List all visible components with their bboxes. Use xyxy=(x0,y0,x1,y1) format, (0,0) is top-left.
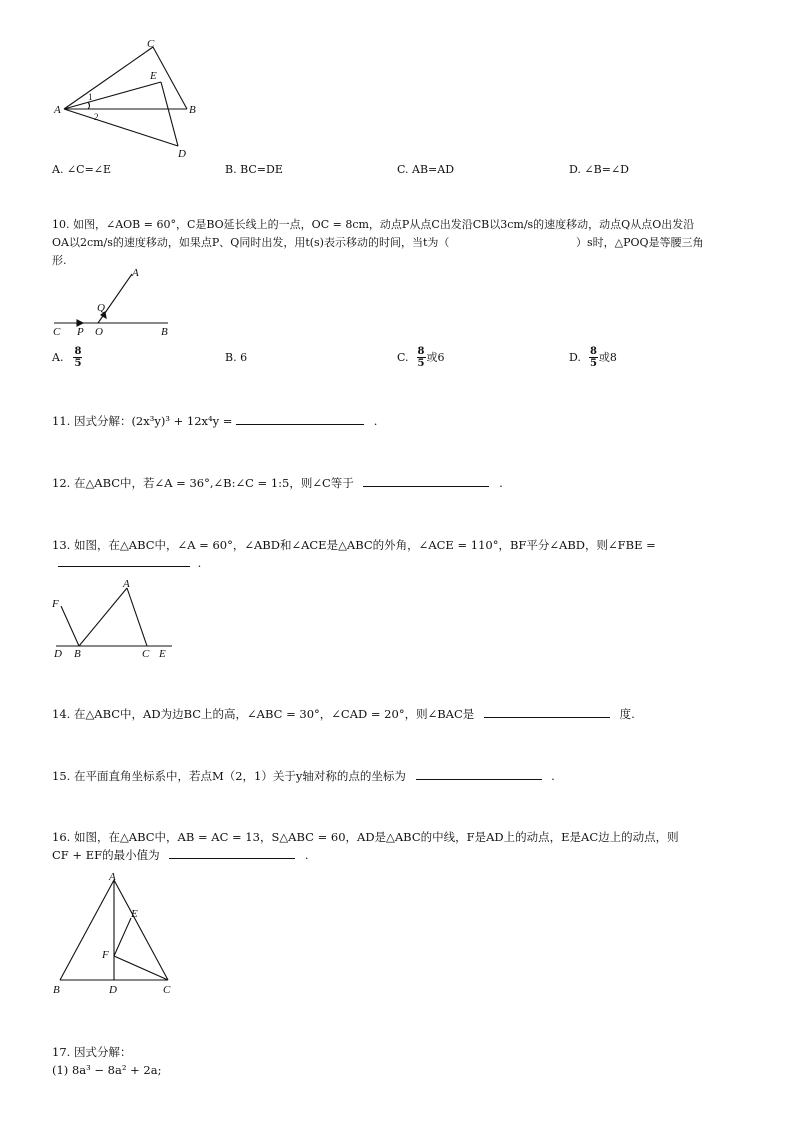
q15-question xyxy=(52,767,555,785)
q10-line2-b: ）s时，△POQ是等腰三角 xyxy=(576,236,704,249)
denominator: 5 xyxy=(417,358,425,369)
numerator: 8 xyxy=(417,346,425,357)
q10-label-q: Q xyxy=(97,302,105,314)
q9-label-d: D xyxy=(178,148,186,160)
q13-label-a: A xyxy=(123,578,130,590)
q13-line2 xyxy=(52,554,201,572)
q10-option-a-prefix: A. xyxy=(52,350,64,364)
q10-option-d-fraction xyxy=(589,346,598,369)
q15-text: 15. 在平面直角坐标系中，若点M（2，1）关于y轴对称的点的坐标为 xyxy=(52,769,406,783)
q16-label-c: C xyxy=(163,984,171,996)
q10-label-o: O xyxy=(95,326,103,338)
q9-label-c: C xyxy=(147,38,155,50)
q9-option-c[interactable]: C. AB=AD xyxy=(397,163,455,176)
q16-label-d: D xyxy=(109,984,117,996)
q13-figure xyxy=(48,576,178,660)
q9-label-e: E xyxy=(150,70,157,82)
q16-suffix: . xyxy=(304,848,309,862)
q10-label-c: C xyxy=(53,326,61,338)
q10-option-b[interactable]: B. 6 xyxy=(225,351,248,364)
q9-label-a: A xyxy=(54,104,61,116)
q17-line2: (1) 8a³ − 8a² + 2a; xyxy=(52,1063,162,1077)
q11-text: 11. 因式分解：(2x³y)³ + 12x⁴y = xyxy=(52,414,233,428)
q10-option-c-fraction xyxy=(417,346,426,369)
q13-label-d: D xyxy=(54,648,62,660)
q9-option-a[interactable]: A. ∠C=∠E xyxy=(52,163,112,176)
q11-suffix: . xyxy=(373,414,378,428)
q16-answer-blank[interactable] xyxy=(169,846,295,859)
q10-option-c[interactable] xyxy=(397,346,445,369)
q13-line1: 13. 如图，在△ABC中，∠A = 60°，∠ABD和∠ACE是△ABC的外角，∠ACE = 110°，BF平分∠ABD，则∠FBE = xyxy=(52,538,656,552)
q14-text: 14. 在△ABC中，AD为边BC上的高，∠ABC = 30°，∠CAD = 20°，则∠BAC是 xyxy=(52,707,475,721)
q15-answer-blank[interactable] xyxy=(416,767,542,780)
q12-question xyxy=(52,474,503,492)
denominator: 5 xyxy=(74,358,82,369)
q9-option-d[interactable]: D. ∠B=∠D xyxy=(569,163,629,176)
q16-line2 xyxy=(52,846,309,864)
q11-question xyxy=(52,412,377,430)
q10-line1: 10. 如图，∠AOB = 60°，C是BO延长线上的一点，OC = 8cm，动点P从点C出发沿CB以3cm/s的速度移动，动点Q从点O出发沿 xyxy=(52,218,695,231)
q17-line1: 17. 因式分解： xyxy=(52,1045,132,1059)
q15-suffix: . xyxy=(551,769,555,783)
q10-option-d-suffix: 或8 xyxy=(598,350,617,364)
q16-line2-text: CF + EF的最小值为 xyxy=(52,848,160,862)
q10-label-b: B xyxy=(161,326,168,338)
q10-option-c-prefix: C. xyxy=(397,350,409,364)
q16-figure xyxy=(48,868,188,1000)
q10-option-a[interactable] xyxy=(52,346,82,369)
q10-option-c-suffix: 或6 xyxy=(426,350,445,364)
q9-label-1: 1 xyxy=(88,92,93,102)
q16-label-f: F xyxy=(102,949,109,961)
q10-option-d[interactable] xyxy=(569,346,617,369)
q10-label-a: A xyxy=(132,267,139,279)
q9-label-2: 2 xyxy=(94,112,99,122)
q13-label-b: B xyxy=(74,648,81,660)
q13-suffix: . xyxy=(197,556,202,570)
q10-option-a-fraction xyxy=(73,346,82,369)
q9-figure xyxy=(50,36,210,161)
q14-question xyxy=(52,705,635,723)
q12-suffix: . xyxy=(499,476,503,490)
q13-label-e: E xyxy=(159,648,166,660)
denominator: 5 xyxy=(589,358,597,369)
q16-label-a: A xyxy=(109,871,116,883)
q12-answer-blank[interactable] xyxy=(363,474,489,487)
q16-label-b: B xyxy=(53,984,60,996)
numerator: 8 xyxy=(589,346,597,357)
q13-label-c: C xyxy=(142,648,150,660)
q16-label-e: E xyxy=(131,908,138,920)
q10-figure xyxy=(50,266,180,338)
q10-label-p: P xyxy=(77,326,84,338)
q14-suffix: 度. xyxy=(619,707,635,721)
numerator: 8 xyxy=(74,346,82,357)
q13-answer-blank[interactable] xyxy=(58,554,190,567)
q16-line1: 16. 如图，在△ABC中，AB = AC = 13，S△ABC = 60，AD是△ABC的中线，F是AD上的动点，E是AC边上的动点，则 xyxy=(52,830,679,844)
q12-text: 12. 在△ABC中，若∠A = 36°,∠B:∠C = 1:5，则∠C等于 xyxy=(52,476,354,490)
q10-line2-a: OA以2cm/s的速度移动，如果点P、Q同时出发，用t(s)表示移动的时间，当t为（ xyxy=(52,236,450,249)
q9-label-b: B xyxy=(189,104,196,116)
q11-answer-blank[interactable] xyxy=(236,412,364,425)
q9-option-b[interactable]: B. BC=DE xyxy=(225,163,283,176)
q10-option-d-prefix: D. xyxy=(569,350,581,364)
q10-line3: 形. xyxy=(52,254,67,267)
q13-label-f: F xyxy=(52,598,59,610)
q14-answer-blank[interactable] xyxy=(484,705,610,718)
